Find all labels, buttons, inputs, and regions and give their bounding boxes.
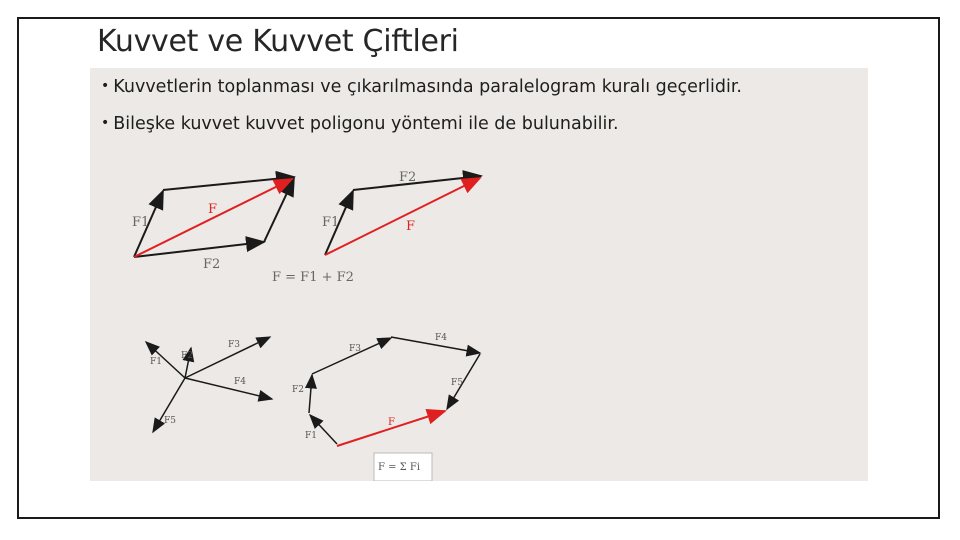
bullet-icon: • (101, 115, 110, 131)
label-f2: F2 (292, 385, 304, 395)
bullet-text: Kuvvetlerin toplanması ve çıkarılmasında paralelogram kuralı geçerlidir. (113, 77, 742, 97)
label-f: F (208, 202, 218, 217)
label-f2: F2 (399, 170, 417, 185)
vector-f2-arrow (309, 375, 312, 413)
label-f2: F2 (181, 351, 193, 361)
vector-figures (90, 68, 868, 481)
vector-f4-arrow (185, 378, 272, 399)
concurrent-forces-diagram (146, 337, 272, 432)
label-f: F (388, 417, 395, 428)
label-f1: F1 (132, 215, 150, 230)
label-f5: F5 (164, 416, 176, 426)
vector-f-resultant-arrow (134, 179, 292, 257)
vector-f2-arrow (134, 242, 264, 257)
label-f1: F1 (322, 215, 340, 230)
slide-title: Kuvvet ve Kuvvet Çiftleri (97, 24, 459, 59)
sum-formula: F = F1 + F2 (272, 270, 354, 285)
force-polygon-diagram (292, 333, 480, 481)
parallelogram-diagram (132, 177, 294, 272)
triangle-diagram (272, 170, 481, 285)
label-f1: F1 (305, 431, 317, 441)
content-panel (90, 68, 868, 481)
polygon-formula: F = Σ Fi (378, 462, 421, 473)
label-f: F (406, 219, 416, 234)
label-f3: F3 (228, 340, 240, 350)
label-f1: F1 (150, 357, 162, 367)
label-f3: F3 (349, 344, 361, 354)
vector-f-resultant-arrow (325, 178, 480, 255)
bullet-icon: • (101, 78, 110, 94)
label-f2: F2 (203, 257, 221, 272)
label-f4: F4 (435, 333, 447, 343)
label-f4: F4 (234, 377, 246, 387)
label-f5: F5 (451, 378, 463, 388)
bullet-text: Bileşke kuvvet kuvvet poligonu yöntemi ile de bulunabilir. (113, 114, 619, 134)
vector-f1-side-arrow (264, 178, 294, 242)
